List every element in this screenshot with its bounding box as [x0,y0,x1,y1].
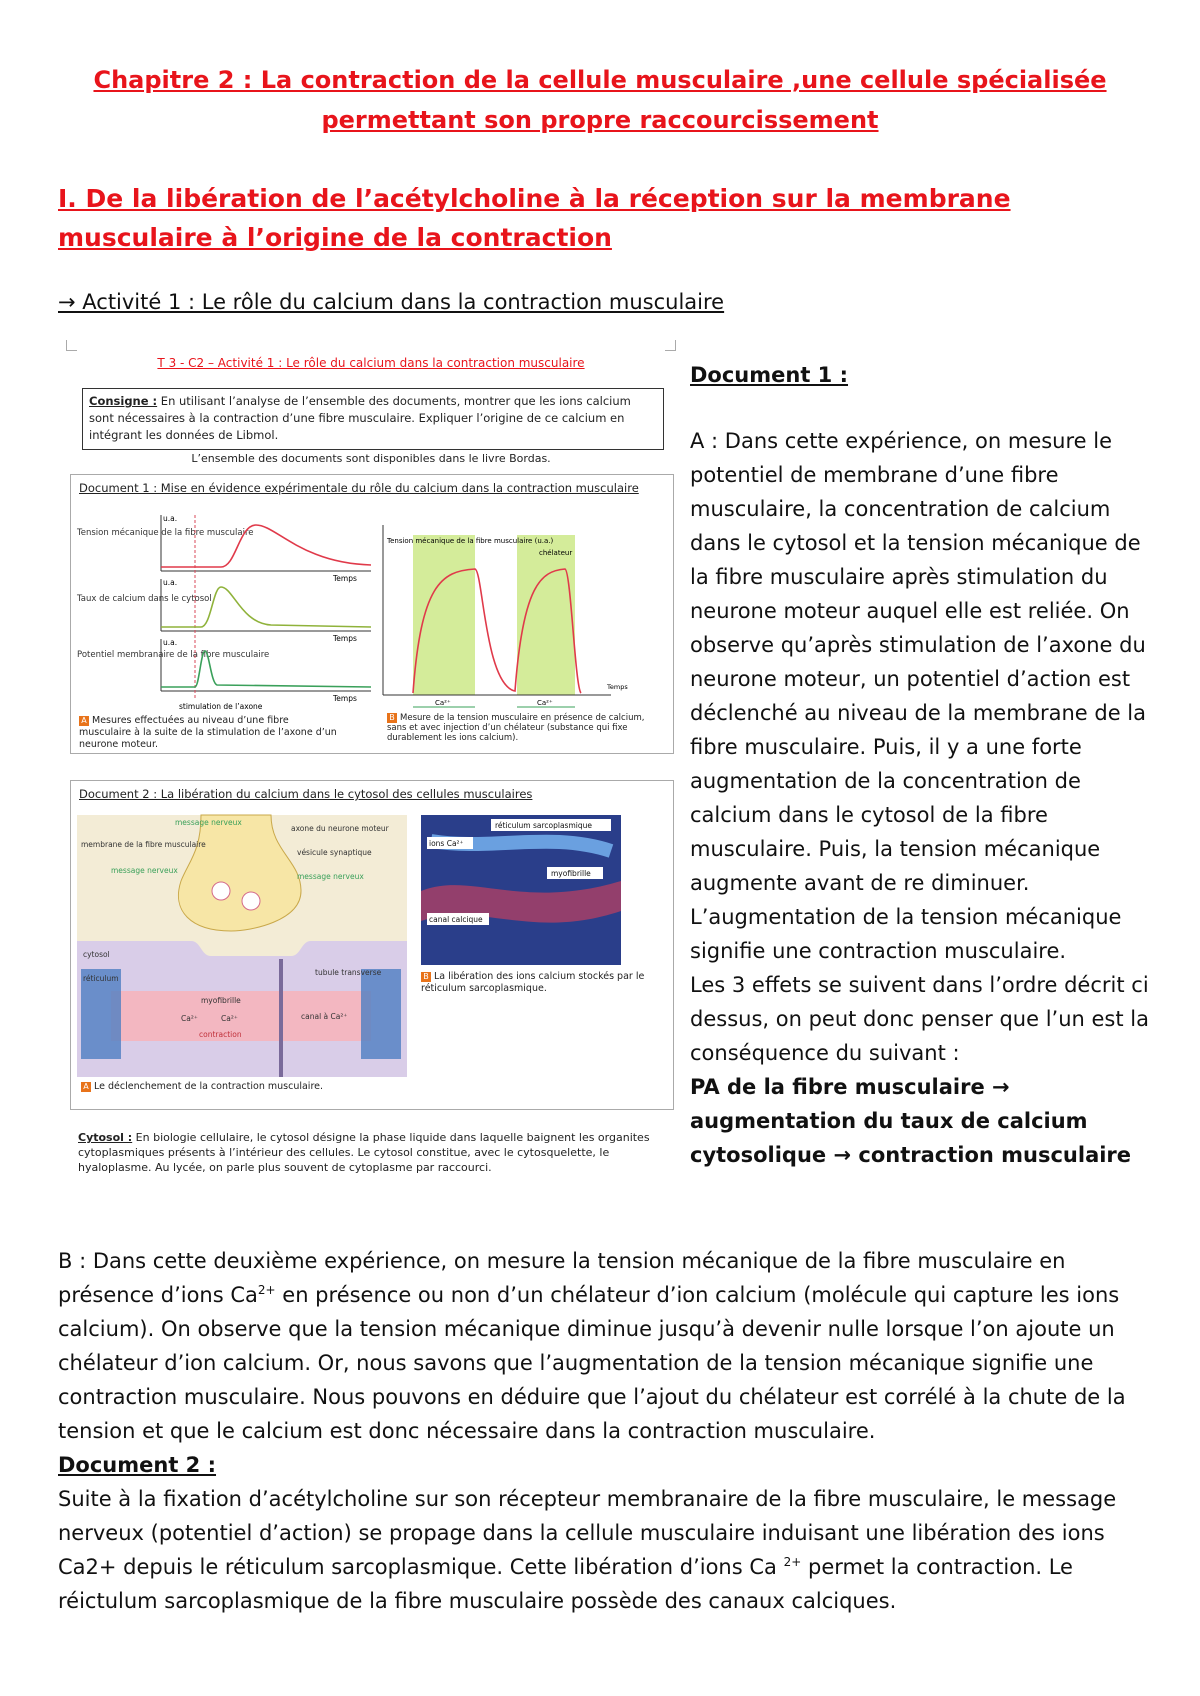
stimulation-label: stimulation de l’axone [179,702,263,711]
answer-b-text: en présence ou non d’un chélateur d’ion calcium (molécule qui capture les ions calcium). On observe que la tension mécanique diminue jusqu’à devenir nulle lorsque l’on ajoute un chélateur d’ion calcium. Or, nous savons que l’augmentation de la tension mécanique signifie une contraction musculaire. Nous pouvons en déduire que l’ajout du chélateur est corrélé à la chute de la tension et que le calcium est donc nécessaire dans la contraction musculaire. [58,1283,1126,1443]
worksheet-image [66,340,676,1190]
doc2-answer-text: permet la contraction. Le réictulum sarcoplasmique de la fibre musculaire possède des canaux calciques. [58,1555,1073,1613]
document-2-heading: Document 2 : La libération du calcium dans le cytosol des cellules musculaires [79,787,533,801]
doc1-caption-b [387,713,657,743]
superscript: 2+ [257,1283,276,1297]
label-message: message nerveux [111,866,178,875]
unit-label: u.a. [163,638,178,647]
chelator-label: chélateur [539,549,573,557]
documents-note: L’ensemble des documents sont disponibles dans le livre Bordas. [191,452,551,465]
consigne-box [82,388,664,450]
caption-letter: B [421,972,431,982]
ca-label: Ca²⁺ [435,699,451,707]
doc1-answer-column [690,358,1160,1172]
caption-text: Mesure de la tension musculaire en présence de calcium, sans et avec injection d’un chélateur (substance qui fixe durablement les ions calcium). [387,713,645,743]
corner-mark [66,340,77,351]
label-tubule: tubule transverse [315,968,382,977]
document-2-diagrams [71,781,671,1107]
document-1-graphs [71,475,671,751]
caption-text: Le déclenchement de la contraction musculaire. [94,1081,324,1092]
label-ca: Ca²⁺ [221,1014,238,1023]
graph-a-label-potential: Potentiel membranaire de la fibre musculaire [77,650,270,660]
doc2-caption-a [81,1081,401,1093]
label-myofibril-b: myofibrille [551,869,591,878]
doc1-conclusion: PA de la fibre musculaire → augmentation du taux de calcium cytosolique → contraction musculaire [690,1075,1132,1167]
synaptic-vesicle [242,892,260,910]
caption-text: Mesures effectuées au niveau d’une fibre musculaire à la suite de la stimulation de l’axone d’un neurone moteur. [79,715,337,750]
answer-b-text: B : Dans cette deuxième expérience, on mesure la tension mécanique de la fibre musculaire en présence d’ions Ca [58,1249,1066,1307]
label-ions: ions Ca²⁺ [429,839,464,848]
synaptic-vesicle [212,882,230,900]
reticulum [361,969,401,1059]
graph-a-label-tension: Tension mécanique de la fibre musculaire [77,528,254,538]
label-reticulum-b: réticulum sarcoplasmique [495,821,592,830]
label-axon: axone du neurone moteur [291,824,389,833]
consigne-label: Consigne : [89,394,158,408]
worksheet-title: T 3 - C2 – Activité 1 : Le rôle du calcium dans la contraction musculaire [157,356,585,370]
document-1-box [70,474,674,754]
doc1-answer-heading: Document 1 : [690,363,849,387]
page-title: Chapitre 2 : La contraction de la cellule musculaire ,une cellule spécialisée permettant son propre raccourcissement [93,66,1107,134]
doc1-caption-a [79,715,339,751]
label-message: message nerveux [297,872,364,881]
consigne-text: En utilisant l’analyse de l’ensemble des documents, montrer que les ions calcium sont nécessaires à la contraction d’une fibre musculaire. Expliquer l’origine de ce calcium en intégrant les données de Libmol. [89,394,631,442]
time-label: Temps [333,634,357,643]
section-heading: I. De la libération de l’acétylcholine à la réception sur la membrane musculaire à l’origine de la contraction [58,184,1011,252]
caption-letter: B [387,713,397,723]
cytosol-definition [78,1130,668,1175]
label-cytosol: cytosol [83,950,110,959]
cytosol-term: Cytosol : [78,1131,133,1144]
doc2-answer [58,1448,1148,1618]
label-ca: Ca²⁺ [181,1014,198,1023]
label-channel: canal à Ca²⁺ [301,1012,348,1021]
label-myofibril: myofibrille [201,996,241,1005]
graph-b-ylabel: Tension mécanique de la fibre musculaire (u.a.) [387,537,554,545]
time-label: Temps [607,683,628,691]
doc1-answer-b [58,1244,1148,1448]
time-label: Temps [333,694,357,703]
label-vesicle: vésicule synaptique [297,848,372,857]
label-membrane: membrane de la fibre musculaire [81,840,206,849]
document-2-box [70,780,674,1110]
label-calcium-channel: canal calcique [429,915,483,924]
calcium-curve [161,587,371,627]
doc2-answer-text: Suite à la fixation d’acétylcholine sur son récepteur membranaire de la fibre musculaire, le message nerveux (potentiel d’action) se propage dans la cellule musculaire induisant une libération des ions Ca2+ depuis le réticulum sarcoplasmique. Cette libération d’ions Ca [58,1487,1117,1579]
doc2-answer-heading: Document 2 : [58,1453,217,1477]
cytosol-text: En biologie cellulaire, le cytosol désigne la phase liquide dans laquelle baignent les organites cytoplasmiques présents à l’intérieur des cellules. Le cytosol constitue, avec le cytosquelette, le hyaloplasme. Au lycée, on parle plus souvent de cytoplasme par raccourci. [78,1131,650,1174]
calcium-zone [413,535,475,695]
corner-mark [665,340,676,351]
label-reticulum: réticulum [83,974,119,983]
superscript: 2+ [783,1555,802,1569]
ca-label: Ca²⁺ [537,699,553,707]
time-label: Temps [333,574,357,583]
doc1-answer-a: A : Dans cette expérience, on mesure le potentiel de membrane d’une fibre musculaire, la concentration de calcium dans le cytosol et la tension mécanique de la fibre musculaire après stimulation du neurone moteur auquel elle est reliée. On observe qu’après stimulation de l’axone du neurone moteur, un potentiel d’action est déclenché au niveau de la membrane de la fibre musculaire. Puis, il y a une forte augmentation de la concentration de calcium dans le cytosol de la fibre musculaire. Puis, la tension mécanique augmente avant de re diminuer. L’augmentation de la tension mécanique signifie une contraction musculaire. [690,429,1147,963]
caption-text: La libération des ions calcium stockés par le réticulum sarcoplasmique. [421,971,645,994]
label-message: message nerveux [175,818,242,827]
document-1-heading: Document 1 : Mise en évidence expérimentale du rôle du calcium dans la contraction musculaire [79,481,639,495]
doc1-answer-a2: Les 3 effets se suivent dans l’ordre décrit ci dessus, on peut donc penser que l’un est la conséquence du suivant : [690,973,1149,1065]
unit-label: u.a. [163,514,178,523]
unit-label: u.a. [163,578,178,587]
graph-a-label-calcium: Taux de calcium dans le cytosol [77,594,212,604]
caption-letter: A [81,1082,91,1092]
doc2-caption-b [421,971,651,995]
caption-letter: A [79,716,89,726]
activity-heading: → Activité 1 : Le rôle du calcium dans la contraction musculaire [58,290,725,314]
label-contraction: contraction [199,1030,242,1039]
